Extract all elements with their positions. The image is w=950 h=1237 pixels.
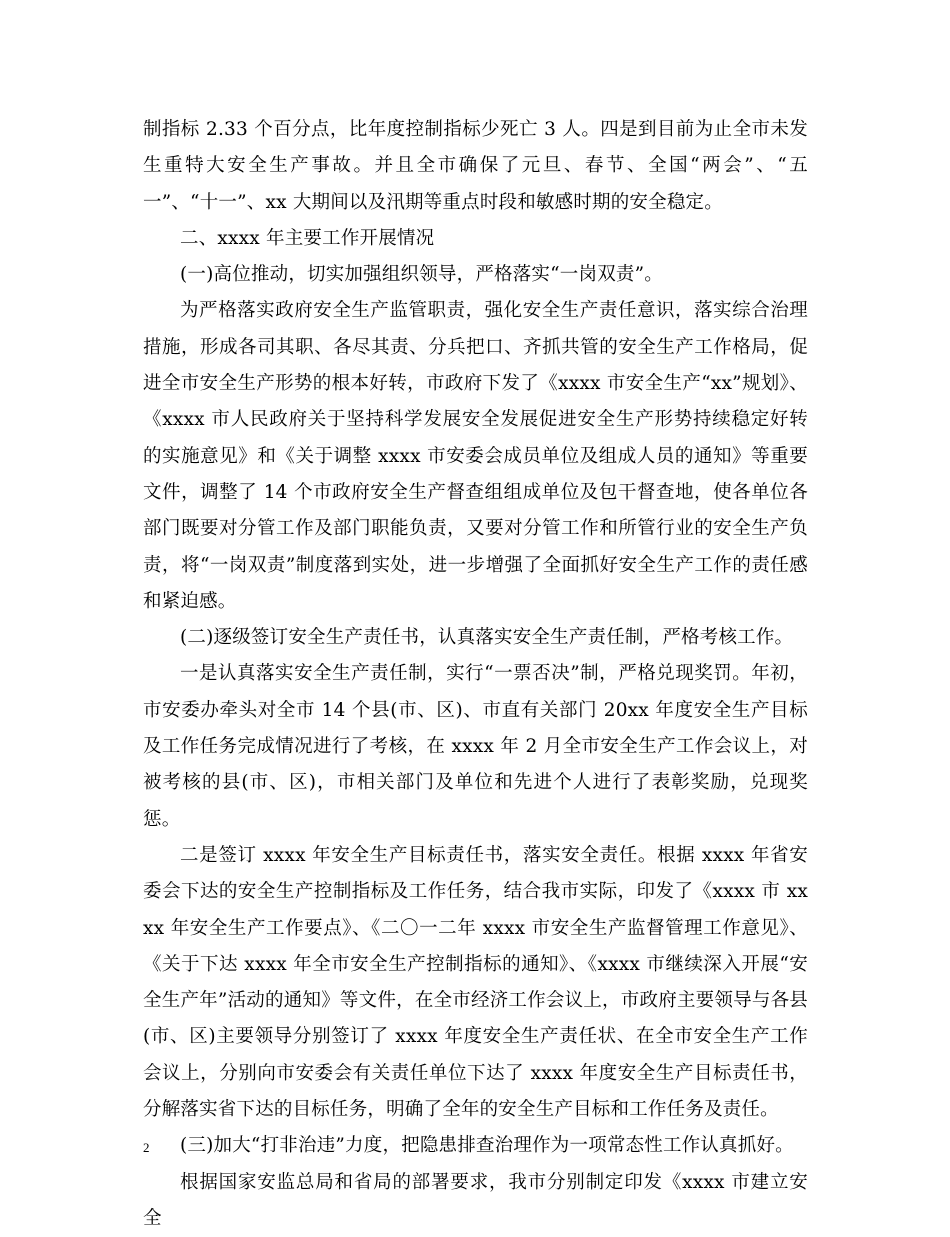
paragraph-5: 根据国家安监总局和省局的部署要求，我市分别制定印发《xxxx 市建立安全 [143, 1171, 808, 1229]
section-heading-2: 二、xxxx 年主要工作开展情况 [180, 227, 435, 249]
subsection-heading-2: (二)逐级签订安全生产责任书，认真落实安全生产责任制，严格考核工作。 [180, 627, 794, 649]
paragraph-4: 二是签订 xxxx 年安全生产目标责任书，落实安全责任。根据 xxxx 年省安委会下达的安全生产控制指标及工作任务，结合我市实际，印发了《xxxx 市 xxxx 年安全生产工作要点》、《二〇一二年 xxxx 市安全生产监督管理工作意见》、《关于下达 xxxx 年全市安全生产控制指标的通知》、《xxxx 市继续深入开展“安全生产年”活动的通知》等文件，在全市经济工作会议上，市政府主要领导与各县(市、区)主要领导分别签订了 xxxx 年度安全生产责任状、在全市安全生产工作会议上，分别向市安委会有关责任单位下达了 xxxx 年度安全生产目标责任书，分解落实省下达的目标任务，明确了全年的安全生产目标和工作任务及责任。 [143, 844, 808, 1121]
paragraph-2: 为严格落实政府安全生产监管职责，强化安全生产责任意识，落实综合治理措施，形成各司其职、各尽其责、分兵把口、齐抓共管的安全生产工作格局，促进全市安全生产形势的根本好转，市政府下发了《xxxx 市安全生产“xx”规划》、《xxxx 市人民政府关于坚持科学发展安全发展促进安全生产形势持续稳定好转的实施意见》和《关于调整 xxxx 市安委会成员单位及组成人员的通知》等重要文件，调整了 14 个市政府安全生产督查组组成单位及包干督查地，使各单位各部门既要对分管工作及部门职能负责，又要对分管工作和所管行业的安全生产负责，将“一岗双责”制度落到实处，进一步增强了全面抓好安全生产工作的责任感和紧迫感。 [143, 300, 808, 612]
subsection-heading-1: (一)高位推动，切实加强组织领导，严格落实“一岗双责”。 [180, 264, 663, 286]
paragraph-1: 制指标 2.33 个百分点，比年度控制指标少死亡 3 人。四是到目前为止全市未发生重特大安全生产事故。并且全市确保了元旦、春节、全国“两会”、“五一”、“十一”、xx 大期间以及汛期等重点时段和敏感时期的安全稳定。 [143, 119, 808, 213]
subsection-heading-3: (三)加大“打非治违”力度，把隐患排查治理作为一项常态性工作认真抓好。 [180, 1135, 794, 1157]
page-number: 2 [143, 1140, 150, 1155]
document-body [143, 112, 808, 1237]
paragraph-3: 一是认真落实安全生产责任制，实行“一票否决”制，严格兑现奖罚。年初，市安委办牵头对全市 14 个县(市、区)、市直有关部门 20xx 年度安全生产目标及工作任务完成情况进行了考核，在 xxxx 年 2 月全市安全生产工作会议上，对被考核的县(市、区)，市相关部门及单位和先进个人进行了表彰奖励，兑现奖惩。 [143, 663, 808, 830]
